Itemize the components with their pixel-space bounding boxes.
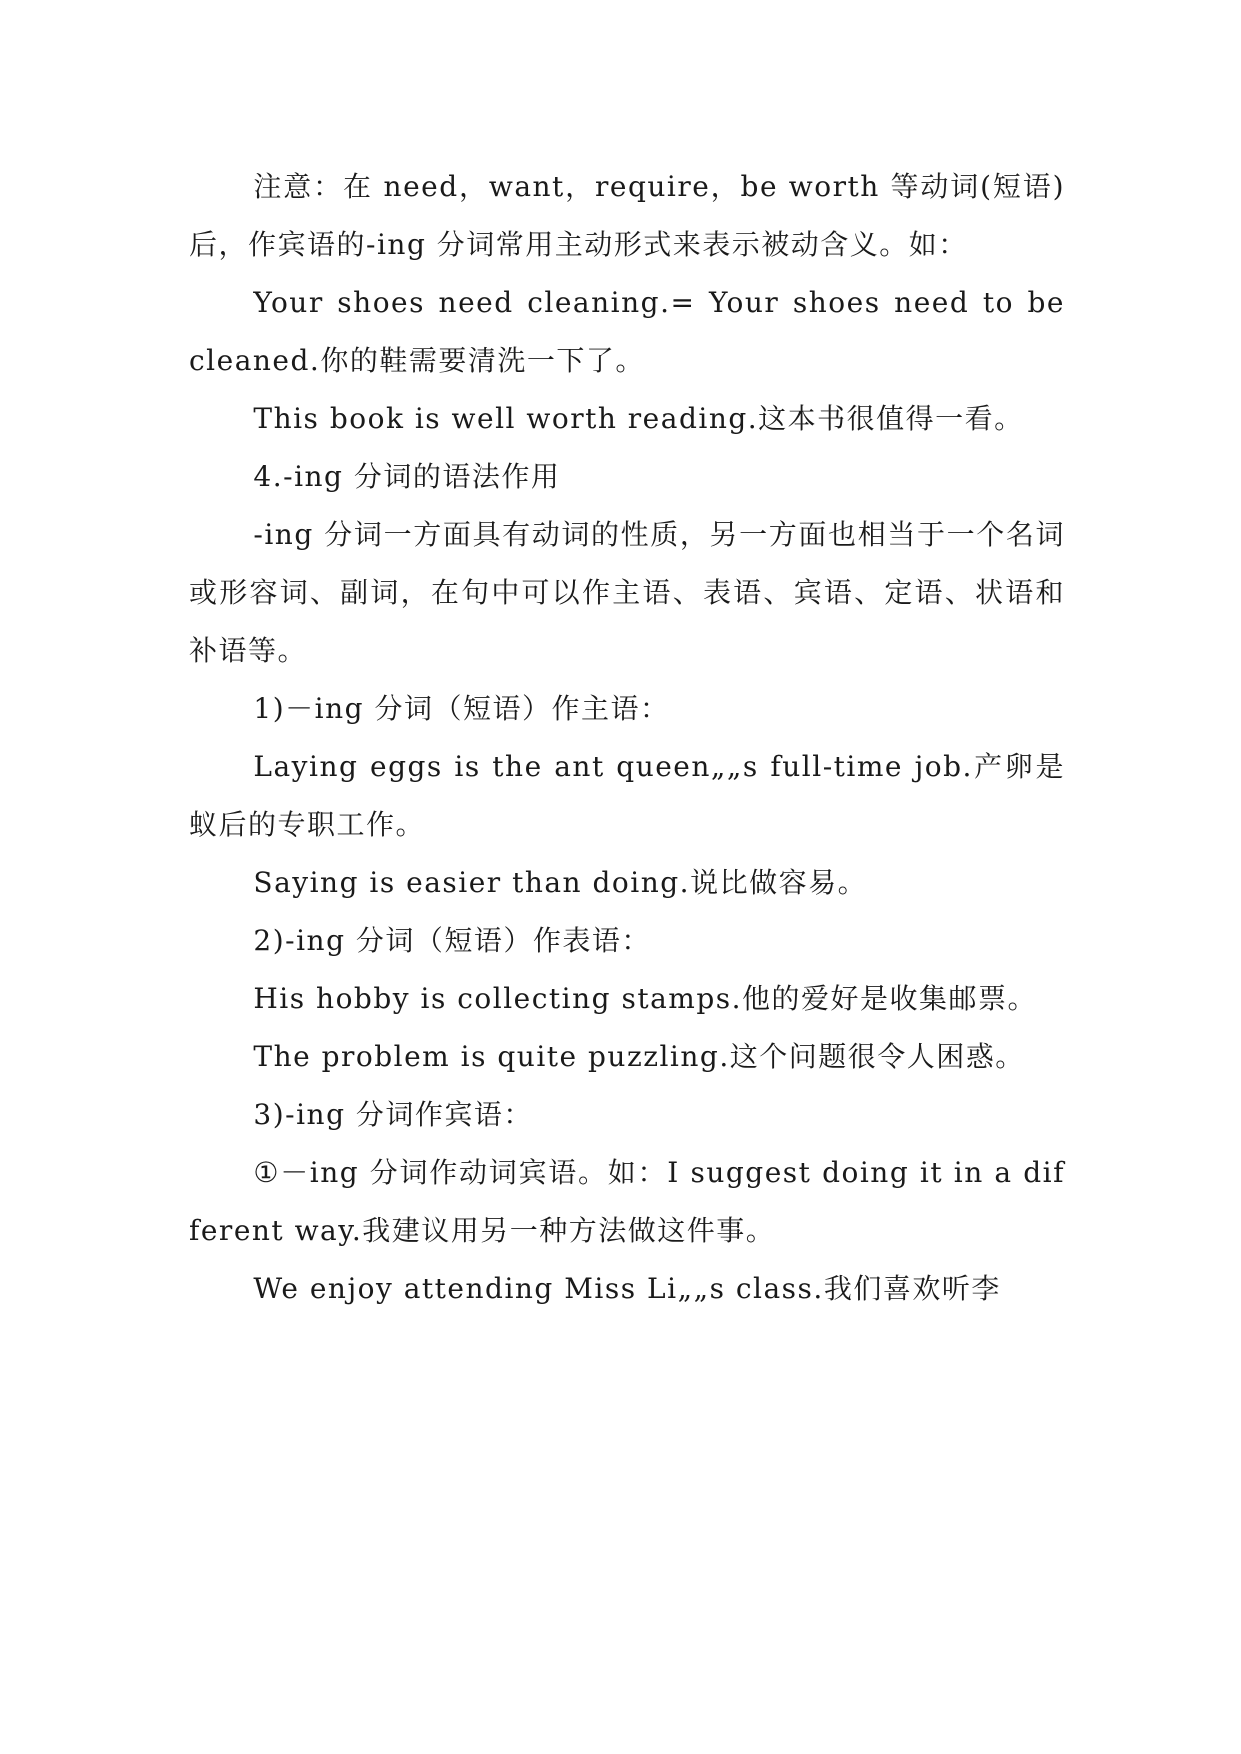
paragraph-example-hobby: His hobby is collecting stamps.他的爱好是收集邮票。 xyxy=(253,982,1038,1015)
paragraph-grammar-function: -ing 分词一方面具有动词的性质，另一方面也相当于一个名词或形容词、副词，在句中可以作主语、表语、宾语、定语、状语和补语等。 xyxy=(189,518,1065,667)
subheading-subject: 1)－ing 分词（短语）作主语： xyxy=(253,692,670,725)
document-body xyxy=(189,158,1065,1318)
paragraph-example-suggest: ①－ing 分词作动词宾语。如：I suggest doing it in a different way.我建议用另一种方法做这件事。 xyxy=(189,1156,1065,1247)
subheading-predicative: 2)-ing 分词（短语）作表语： xyxy=(253,924,651,957)
paragraph-example-eggs: Laying eggs is the ant queen„„s full-time job.产卵是蚁后的专职工作。 xyxy=(189,750,1065,841)
paragraph-example-shoes: Your shoes need cleaning.= Your shoes need to be cleaned.你的鞋需要清洗一下了。 xyxy=(189,286,1065,377)
paragraph-note: 注意：在 need，want，require，be worth 等动词(短语)后，作宾语的-ing 分词常用主动形式来表示被动含义。如： xyxy=(189,170,1065,261)
paragraph-example-class: We enjoy attending Miss Li„„s class.我们喜欢听李 xyxy=(253,1272,1001,1305)
subheading-object: 3)-ing 分词作宾语： xyxy=(253,1098,533,1131)
paragraph-example-saying: Saying is easier than doing.说比做容易。 xyxy=(253,866,868,899)
paragraph-example-problem: The problem is quite puzzling.这个问题很令人困惑。 xyxy=(253,1040,1025,1073)
paragraph-example-book: This book is well worth reading.这本书很值得一看。 xyxy=(253,402,1024,435)
section-heading: 4.-ing 分词的语法作用 xyxy=(253,460,561,493)
